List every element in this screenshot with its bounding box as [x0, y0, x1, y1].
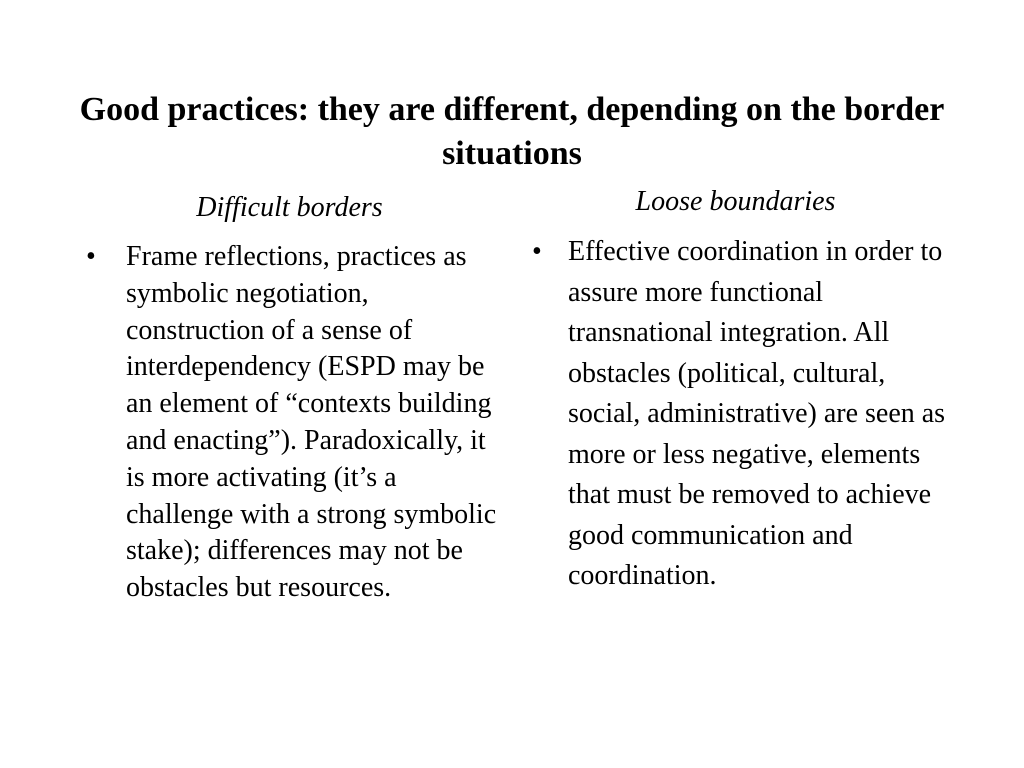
right-column	[528, 186, 948, 597]
bullet-icon: •	[532, 236, 542, 267]
right-bullet-list	[528, 232, 948, 597]
bullet-icon: •	[86, 241, 96, 272]
left-column-heading: Difficult borders	[196, 192, 383, 223]
right-column-heading: Loose boundaries	[635, 186, 836, 217]
left-bullet-list	[82, 239, 502, 607]
slide-title: Good practices: they are different, depending on the border situations	[79, 91, 945, 172]
right-bullet-item	[528, 232, 948, 597]
left-bullet-item	[82, 239, 502, 607]
right-bullet-text: Effective coordination in order to assure more functional transnational integration. All obstacles (political, cultural, social, administrative) are seen as more or less negative, elements that must be removed to achieve good communication and coordination.	[568, 236, 946, 591]
left-column	[82, 190, 502, 607]
left-bullet-text: Frame reflections, practices as symbolic negotiation, construction of a sense of interdependency (ESPD may be an element of “contexts building and enacting”). Paradoxically, it is more activating (it’s a challenge with a strong symbolic stake); differences may not be obstacles but resources.	[126, 241, 497, 604]
